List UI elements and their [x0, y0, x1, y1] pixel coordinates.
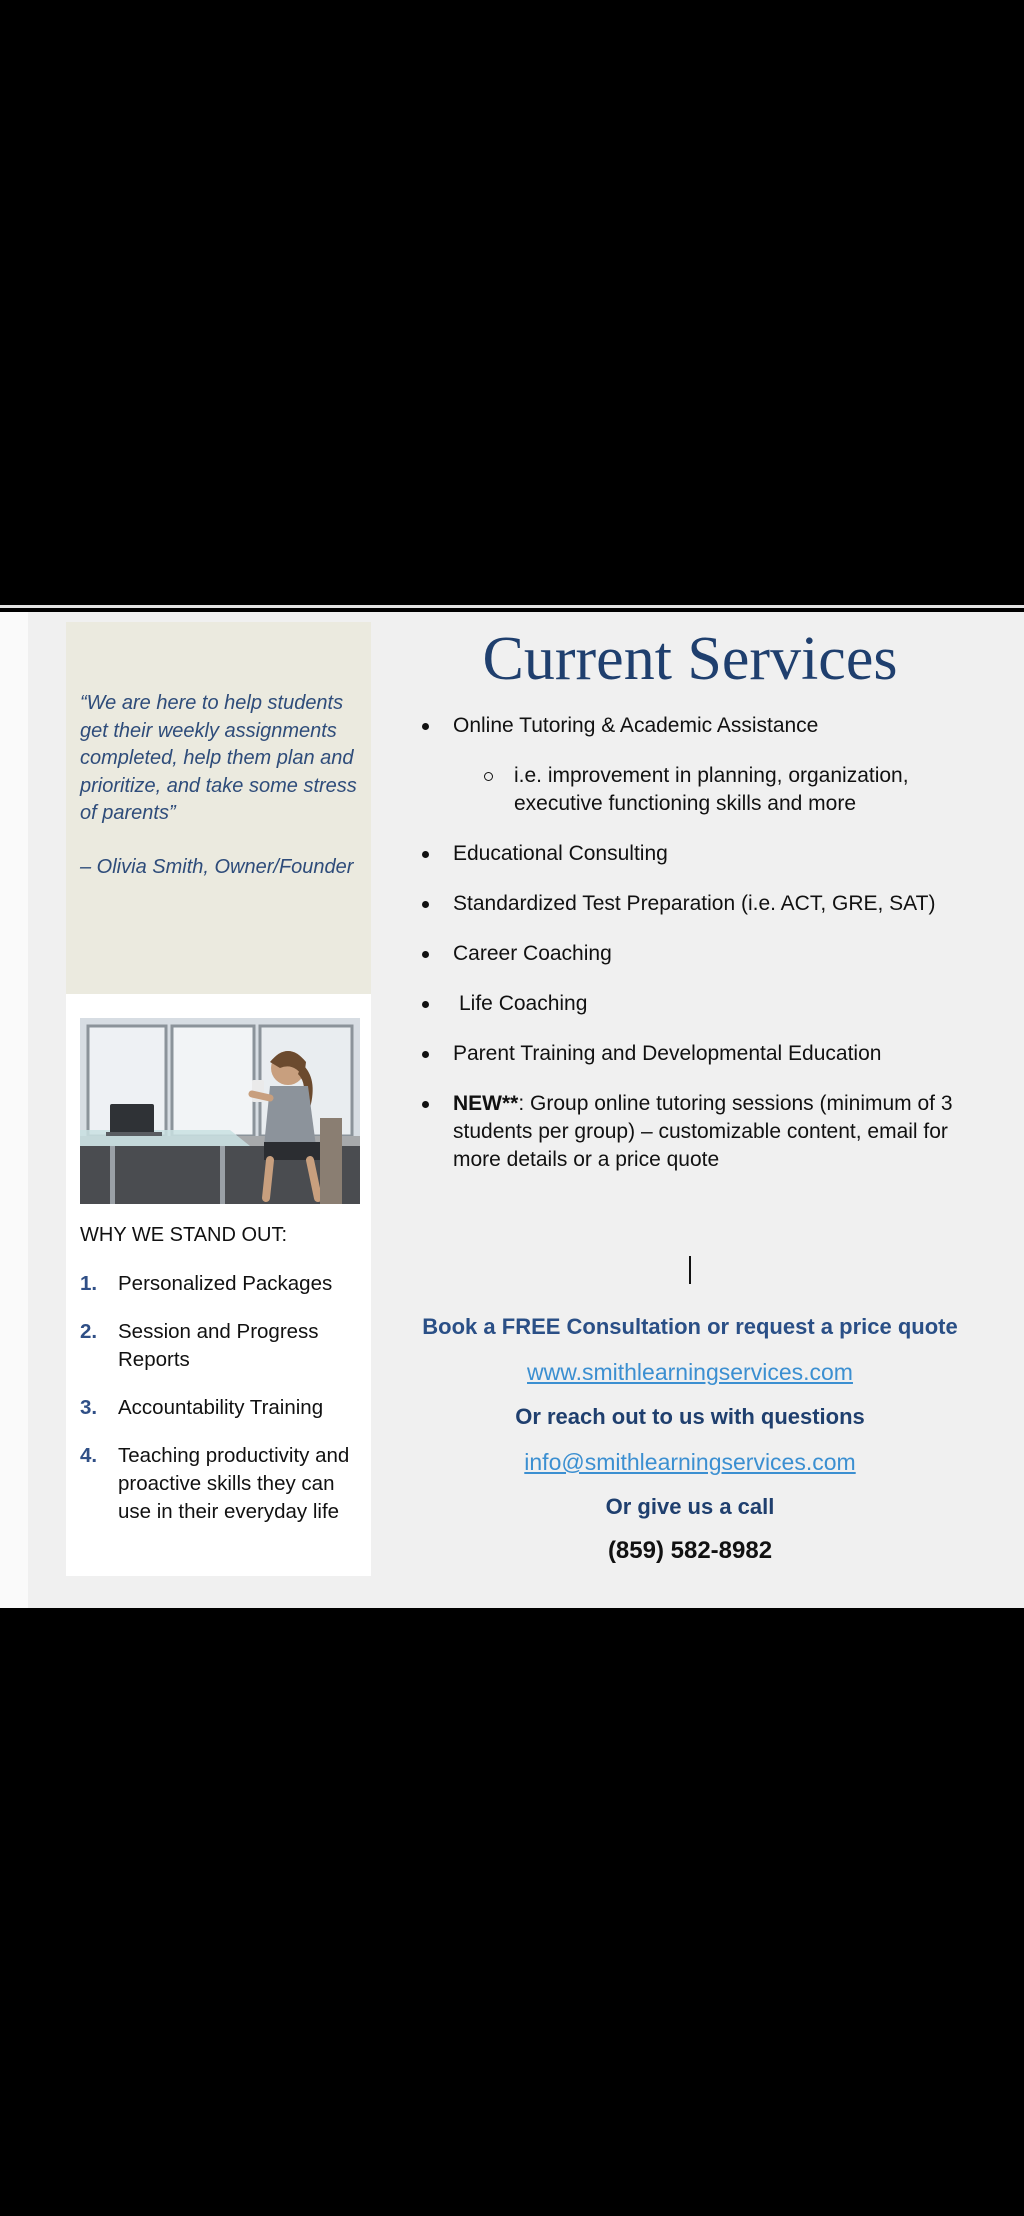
list-item-text: Teaching productivity and proactive skills they can use in their everyday life — [118, 1444, 350, 1523]
service-item — [418, 1040, 978, 1068]
page-title: Current Services — [482, 625, 898, 693]
website-link-row — [380, 1359, 1000, 1386]
call-text: Or give us a call — [605, 1494, 775, 1519]
list-item — [80, 1270, 370, 1298]
page-top-edge — [0, 605, 1024, 608]
service-item — [418, 940, 978, 968]
quote-attribution: – Olivia Smith, Owner/Founder — [80, 855, 354, 878]
service-item — [418, 1090, 978, 1174]
bullet-icon — [422, 951, 429, 958]
website-link[interactable]: www.smithlearningservices.com — [527, 1359, 853, 1385]
service-subitem — [418, 762, 978, 818]
service-text: Career Coaching — [453, 942, 612, 965]
services-list — [418, 712, 978, 1196]
email-link-row — [380, 1449, 1000, 1476]
list-number: 4. — [80, 1444, 98, 1467]
why-title: WHY WE STAND OUT: — [80, 1224, 288, 1246]
why-list — [80, 1270, 370, 1546]
student-photo-illustration — [80, 1018, 360, 1204]
email-link[interactable]: info@smithlearningservices.com — [524, 1449, 856, 1475]
list-item-text: Personalized Packages — [118, 1272, 333, 1295]
service-text: Parent Training and Developmental Education — [453, 1042, 882, 1065]
reach-out-text: Or reach out to us with questions — [515, 1404, 865, 1429]
list-item-text: Session and Progress Reports — [118, 1320, 319, 1371]
bullet-icon — [422, 1001, 429, 1008]
service-text: : Group online tutoring sessions (minimum of 3 students per group) – customizable content, email for more details or a price quote — [453, 1092, 953, 1171]
sidebar — [66, 622, 371, 1576]
quote-text: “We are here to help students get their weekly assignments completed, help them plan and prioritize, and take some stress of parents” — [80, 692, 357, 824]
list-item — [80, 1442, 370, 1526]
list-item-text: Accountability Training — [118, 1396, 324, 1419]
service-text: Educational Consulting — [453, 842, 668, 865]
bullet-icon — [422, 723, 429, 730]
phone-number: (859) 582-8982 — [607, 1537, 773, 1564]
new-label: NEW** — [453, 1092, 519, 1115]
bullet-icon — [422, 1051, 429, 1058]
student-photo — [80, 1018, 360, 1204]
document-page — [0, 612, 1024, 1608]
service-text: Online Tutoring & Academic Assistance — [453, 714, 819, 737]
service-item — [418, 840, 978, 868]
list-number: 3. — [80, 1396, 98, 1419]
service-item — [418, 890, 978, 918]
list-number: 2. — [80, 1320, 98, 1343]
list-item — [80, 1318, 370, 1374]
list-item — [80, 1394, 370, 1422]
service-text: Standardized Test Preparation (i.e. ACT, GRE, SAT) — [453, 892, 936, 915]
bullet-icon — [422, 851, 429, 858]
bullet-icon — [422, 901, 429, 908]
service-item — [418, 712, 978, 740]
hollow-bullet-icon — [484, 772, 493, 781]
text-cursor — [689, 1256, 691, 1284]
service-item — [418, 990, 978, 1018]
service-text: Life Coaching — [459, 992, 588, 1015]
quote — [80, 690, 366, 881]
consultation-callout: Book a FREE Consultation or request a price quote — [422, 1314, 958, 1339]
page-margin — [0, 612, 28, 1608]
bullet-icon — [422, 1101, 429, 1108]
service-subitem-text: i.e. improvement in planning, organization, executive functioning skills and more — [514, 764, 909, 815]
list-number: 1. — [80, 1272, 98, 1295]
